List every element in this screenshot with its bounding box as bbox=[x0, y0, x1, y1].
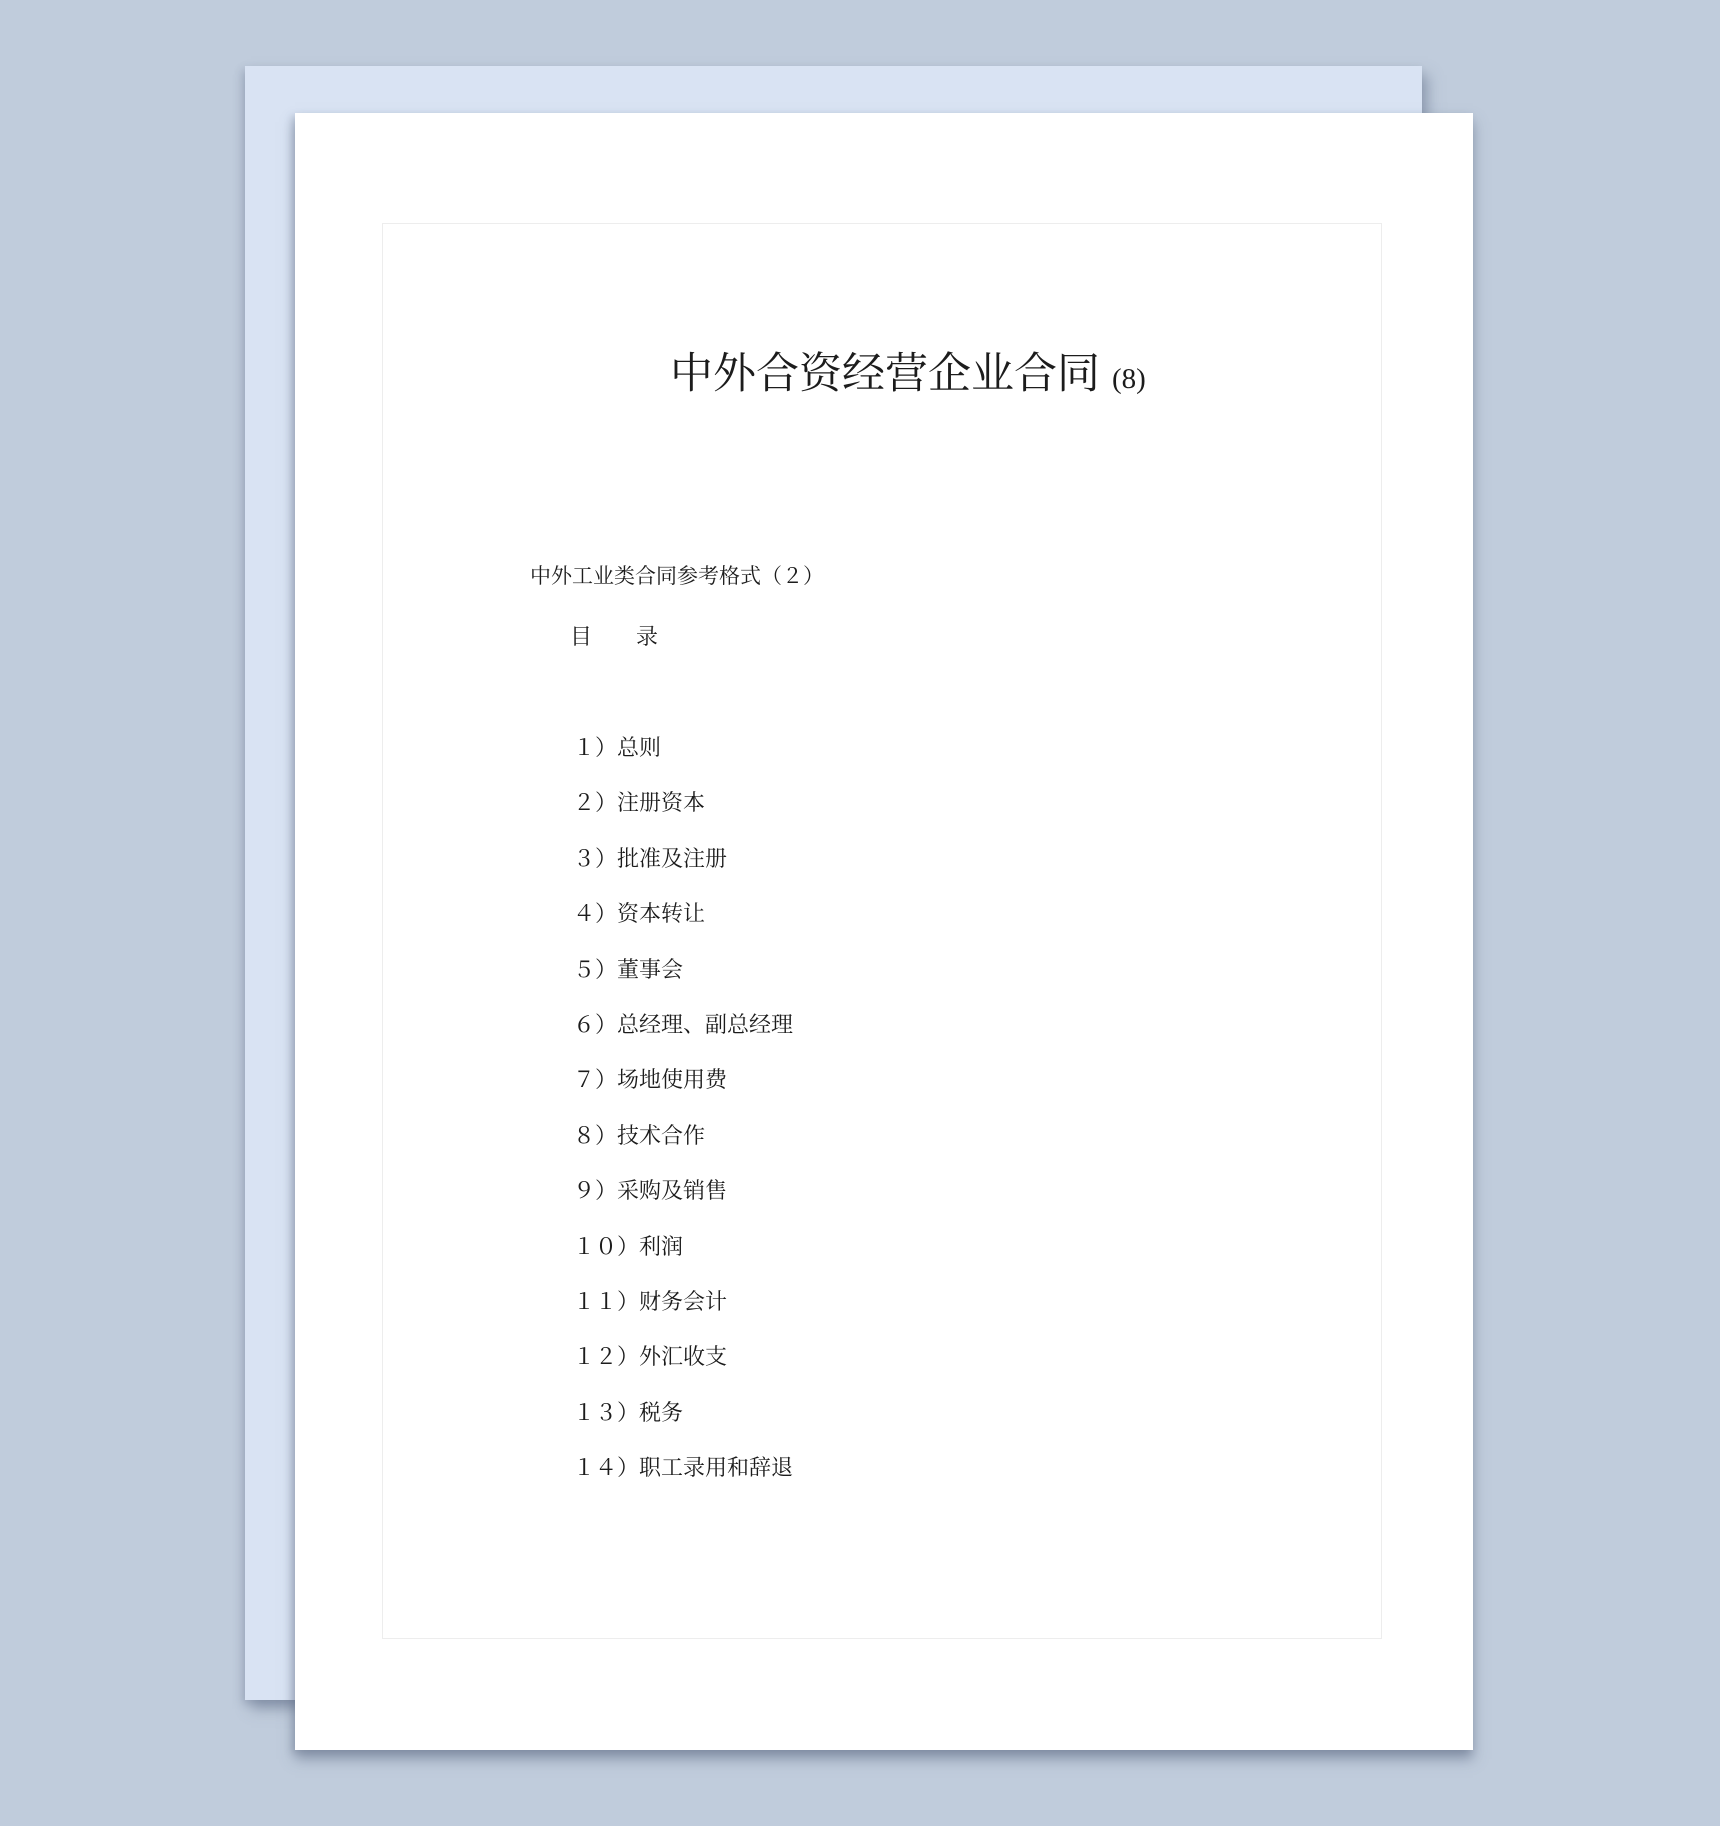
toc-item: １４）职工录用和辞退 bbox=[573, 1455, 794, 1481]
toc-item: ５）董事会 bbox=[573, 956, 684, 982]
document-title-text: 中外合资经营企业合同 bbox=[670, 351, 1100, 398]
toc-item: １）总则 bbox=[573, 735, 662, 760]
document-page bbox=[295, 113, 1473, 1750]
document-subtitle: 中外工业类合同参考格式（２） bbox=[530, 564, 824, 588]
toc-item: １０）利润 bbox=[573, 1233, 684, 1259]
toc-item: ９）采购及销售 bbox=[573, 1178, 728, 1204]
toc-item: ４）资本转让 bbox=[573, 901, 706, 927]
toc-item: ３）批准及注册 bbox=[573, 845, 728, 871]
document-title-suffix: (8) bbox=[1112, 363, 1146, 395]
toc-item: ２）注册资本 bbox=[573, 790, 706, 816]
toc-item: ８）技术合作 bbox=[573, 1122, 706, 1148]
toc-heading: 目 录 bbox=[570, 624, 659, 649]
toc-item: １１）财务会计 bbox=[573, 1289, 728, 1314]
toc-list bbox=[295, 113, 1473, 1750]
toc-item: １２）外汇收支 bbox=[573, 1344, 728, 1370]
toc-item: １３）税务 bbox=[573, 1399, 684, 1425]
toc-item: ６）总经理、副总经理 bbox=[573, 1012, 794, 1037]
toc-item: ７）场地使用费 bbox=[573, 1067, 728, 1093]
